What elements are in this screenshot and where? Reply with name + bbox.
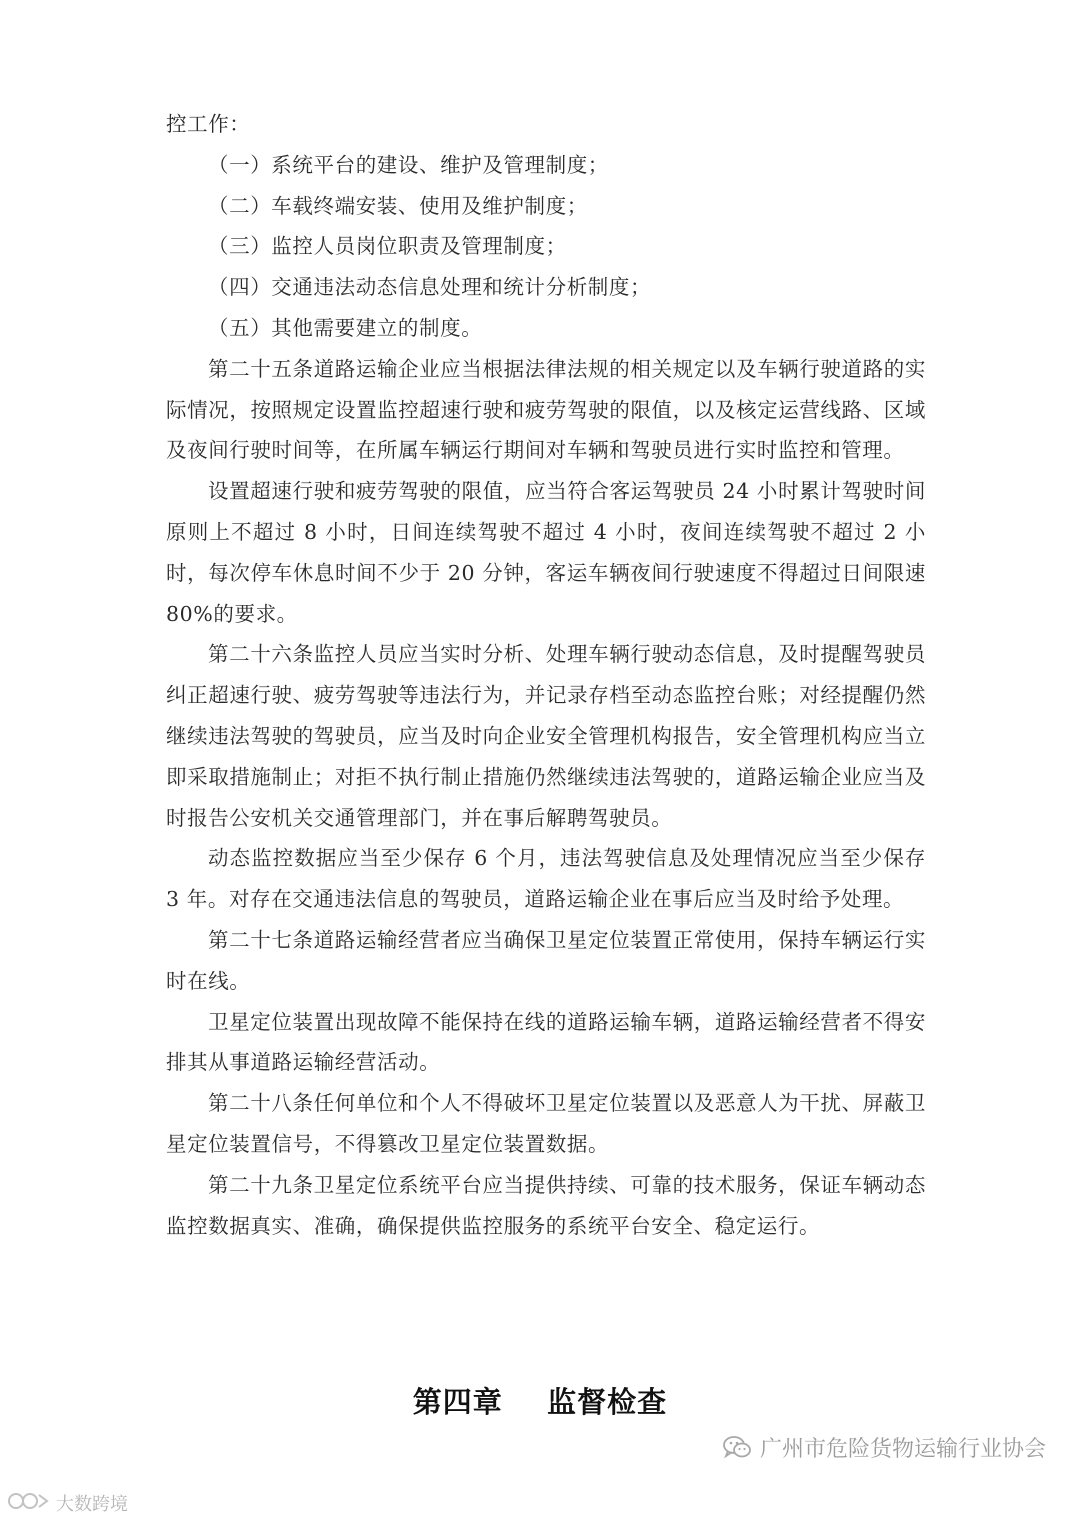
wechat-account-name: 广州市危险货物运输行业协会 <box>759 1437 1046 1462</box>
paragraph: 控工作： <box>166 112 251 136</box>
paragraph: （三）监控人员岗位职责及管理制度； <box>208 234 567 259</box>
paragraph: 第二十五条道路运输企业应当根据法律法规的相关规定以及车辆行驶道路的实际情况，按照规定设置监控超速行驶和疲劳驾驶的限值，以及核定运营线路、区域及夜间行驶时间等，在所属车辆运行期间对车辆和驾驶员进行实时监控和管理。 <box>166 356 926 463</box>
paragraph: （五）其他需要建立的制度。 <box>208 315 483 340</box>
site-name: 大数跨境 <box>56 1494 128 1515</box>
wechat-watermark <box>722 1432 1046 1463</box>
document-body <box>166 104 926 1246</box>
paragraph: （二）车载终端安装、使用及维护制度； <box>208 193 588 218</box>
paragraph: 动态监控数据应当至少保存 6 个月，违法驾驶信息及处理情况应当至少保存 3 年。对存在交通违法信息的驾驶员，道路运输企业在事后应当及时给予处理。 <box>166 846 926 912</box>
paragraph: 第二十六条监控人员应当实时分析、处理车辆行驶动态信息，及时提醒驾驶员纠正超速行驶、疲劳驾驶等违法行为，并记录存档至动态监控台账；对经提醒仍然继续违法驾驶的驾驶员，应当及时向企业安全管理机构报告，安全管理机构应当立即采取措施制止；对拒不执行制止措施仍然继续违法驾驶的，道路运输企业应当及时报告公安机关交通管理部门，并在事后解聘驾驶员。 <box>166 642 926 830</box>
paragraph: 第二十七条道路运输经营者应当确保卫星定位装置正常使用，保持车辆运行实时在线。 <box>166 927 926 993</box>
paragraph: 卫星定位装置出现故障不能保持在线的道路运输车辆，道路运输经营者不得安排其从事道路运输经营活动。 <box>166 1009 926 1075</box>
wechat-icon <box>722 1435 752 1461</box>
paragraph: 设置超速行驶和疲劳驾驶的限值，应当符合客运驾驶员 24 小时累计驾驶时间原则上不超过 8 小时，日间连续驾驶不超过 4 小时，夜间连续驾驶不超过 2 小时，每次停车休息时间不少于 20 分钟，客运车辆夜间行驶速度不得超过日间限速 80%的要求。 <box>166 479 926 626</box>
chapter-heading: 第四章 监督检查 <box>412 1385 668 1419</box>
paragraph: （一）系统平台的建设、维护及管理制度； <box>208 152 609 177</box>
paragraph: 第二十九条卫星定位系统平台应当提供持续、可靠的技术服务，保证车辆动态监控数据真实、准确，确保提供监控服务的系统平台安全、稳定运行。 <box>166 1172 926 1238</box>
paragraph: （四）交通违法动态信息处理和统计分析制度； <box>208 275 652 300</box>
site-watermark <box>6 1490 128 1516</box>
site-logo-icon <box>6 1491 50 1516</box>
paragraph: 第二十八条任何单位和个人不得破坏卫星定位装置以及恶意人为干扰、屏蔽卫星定位装置信号，不得篡改卫星定位装置数据。 <box>166 1091 926 1156</box>
